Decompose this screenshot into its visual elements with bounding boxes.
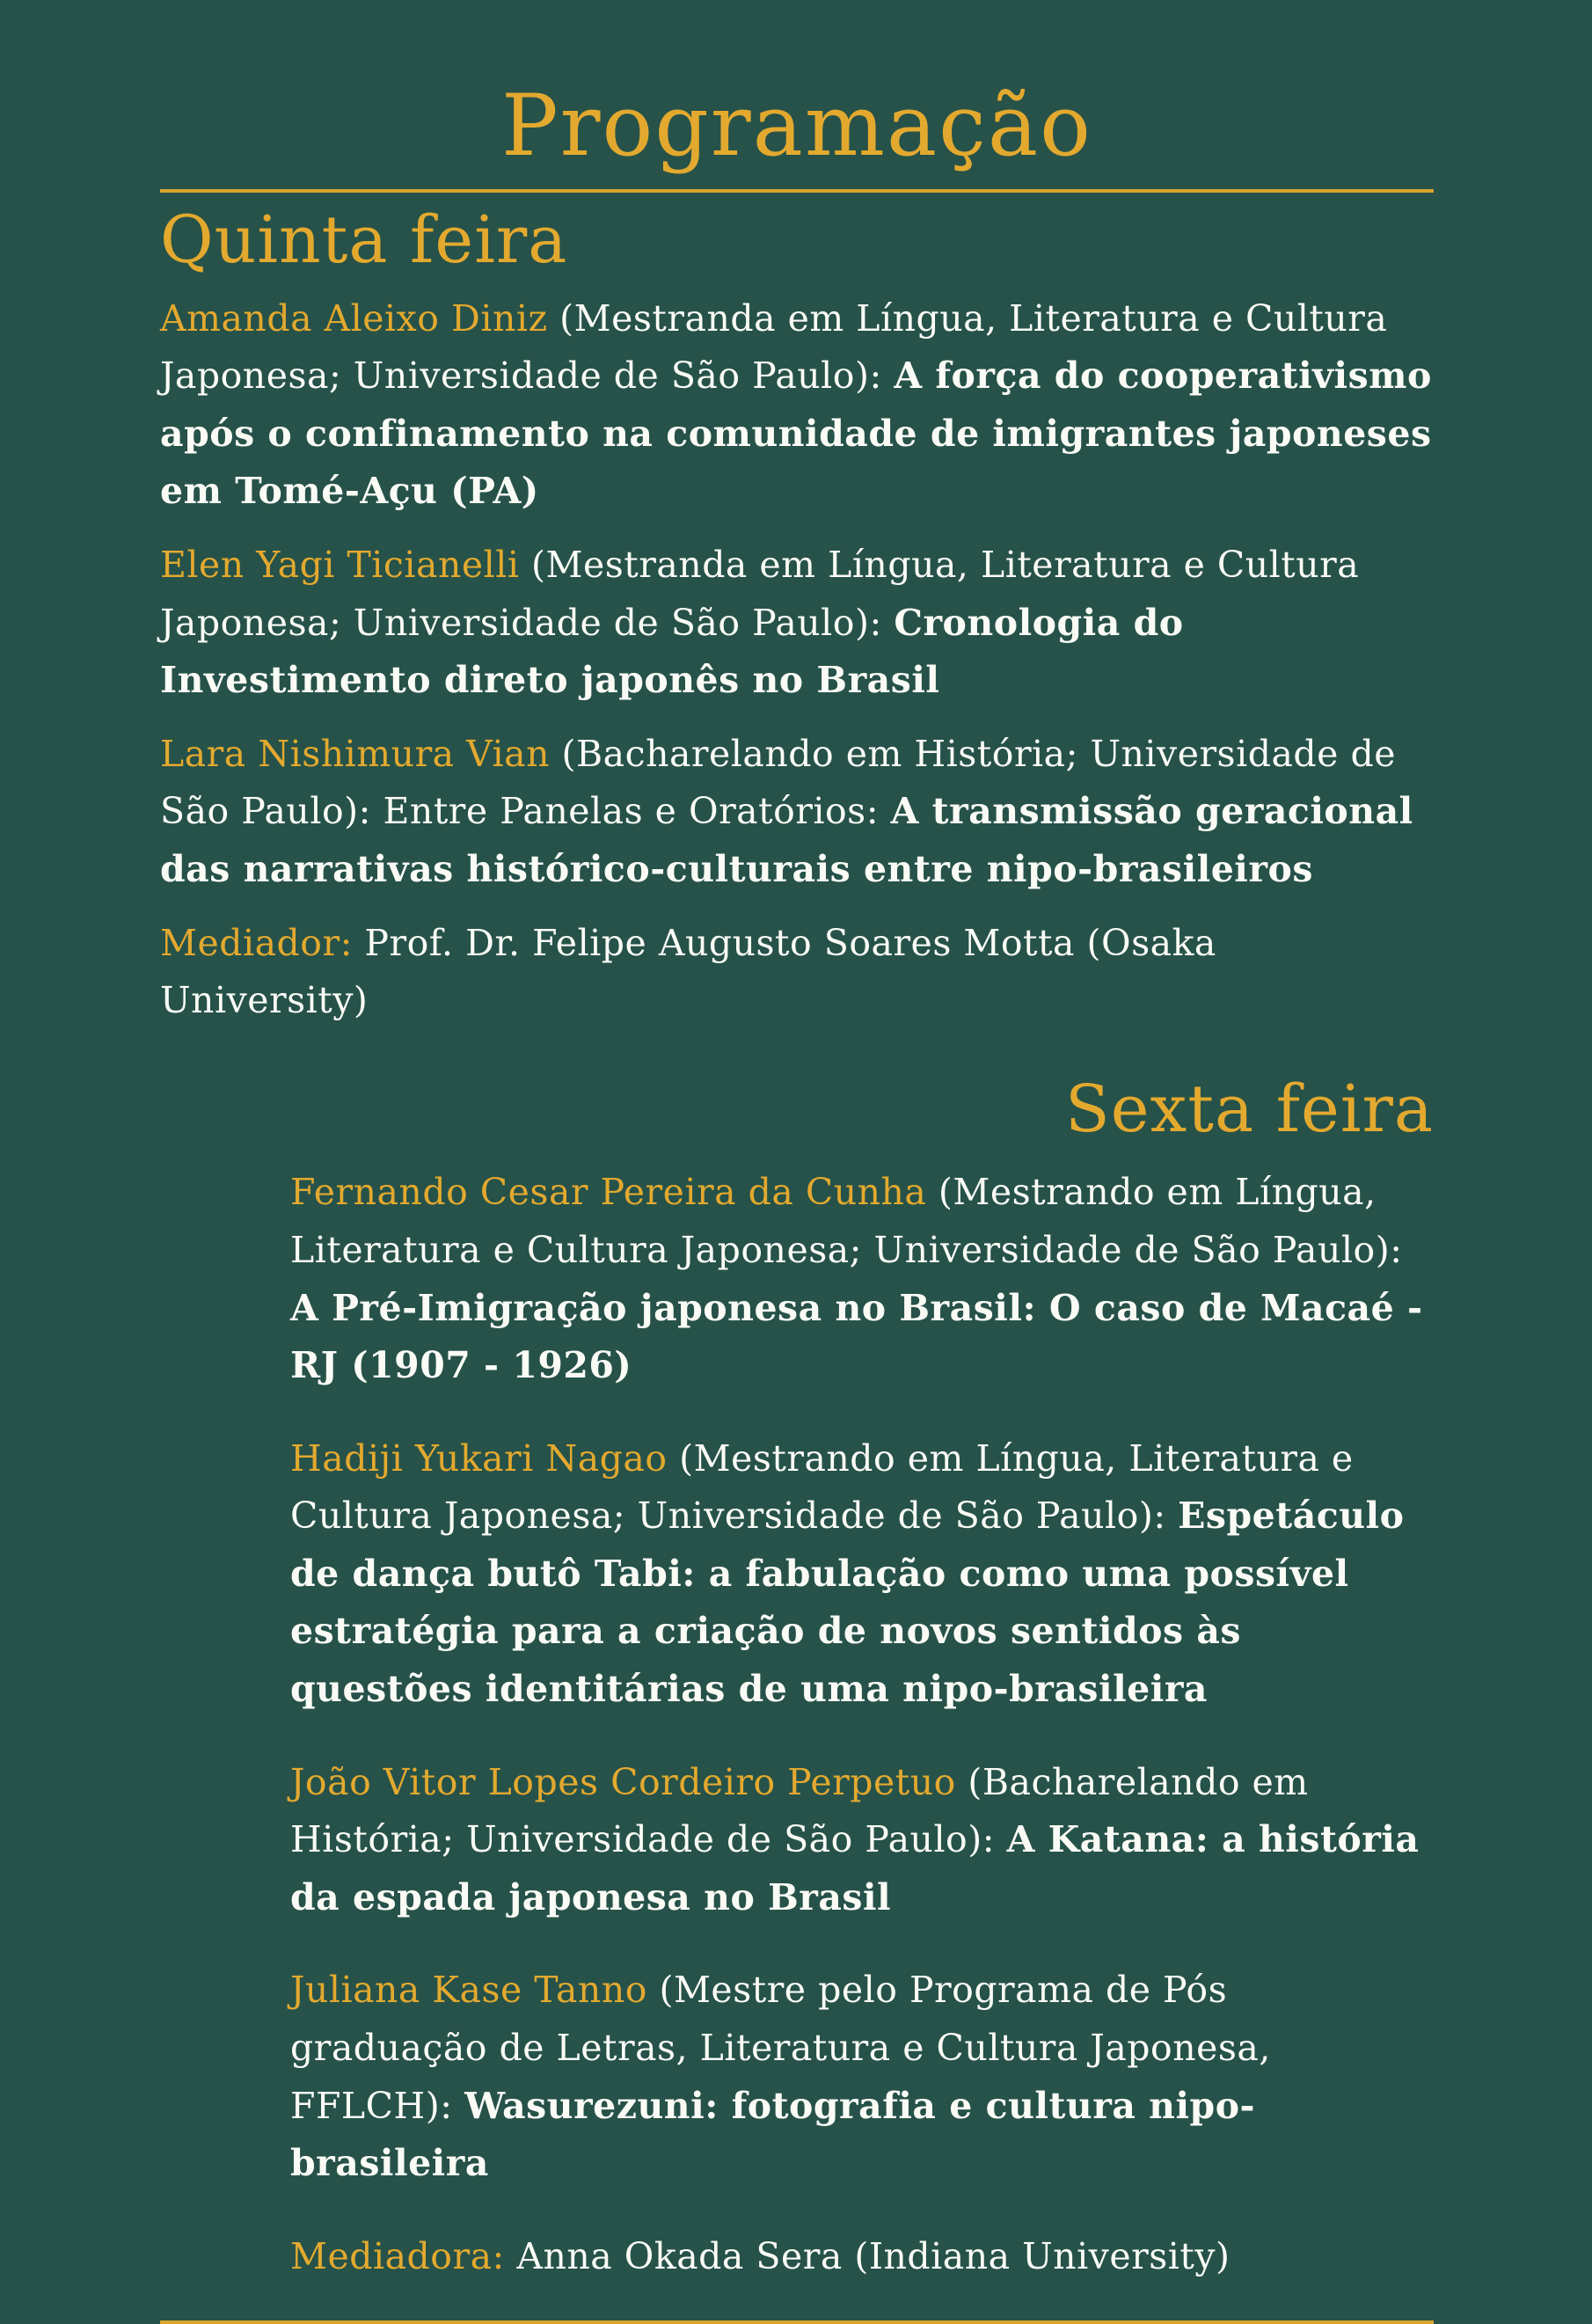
talk-affiliation: Anna Okada Sera (Indiana University) [504,2234,1231,2277]
talk-entry [290,1754,1434,1927]
day-heading-friday: Sexta feira [1065,1071,1434,1147]
speaker-name: Hadiji Yukari Nagao [290,1436,668,1480]
talk-title: A transmissão geracional das narrativas histórico-culturais entre nipo-brasileiros [160,790,1413,891]
talk-affiliation: (Mestrando em Língua, Literatura e Cultura Japonesa; Universidade de São Paulo): [290,1436,1354,1538]
talk-entry [290,1962,1434,2192]
mediator-label: Mediadora: [290,2234,505,2277]
speaker-name: Juliana Kase Tanno [290,1969,647,2012]
talk-affiliation: (Mestranda em Língua, Literatura e Cultura Japonesa; Universidade de São Paulo): [160,296,1388,398]
mediator-label: Mediador: [160,921,353,964]
speaker-name: Lara Nishimura Vian [160,732,551,775]
talk-entry [290,1430,1434,1719]
speaker-name: Fernando Cesar Pereira da Cunha [290,1171,927,1214]
talk-affiliation: (Mestrando em Língua, Literatura e Cultura Japonesa; Universidade de São Paulo): [290,1171,1403,1271]
talk-entry [290,1164,1434,1394]
talk-title: A força do cooperativismo após o confinamento na comunidade de imigrantes japoneses em Tomé-Açu (PA) [160,354,1432,513]
speaker-name: João Vitor Lopes Cordeiro Perpetuo [290,1760,956,1803]
speaker-name: Elen Yagi Ticianelli [160,544,520,587]
talk-title: A Pré-Imigração japonesa no Brasil: O caso de Macaé - RJ (1907 - 1926) [290,1286,1423,1387]
bottom-divider [160,2320,1434,2324]
mediator-line [290,2228,1434,2286]
session-friday-entries [160,1164,1434,2285]
talk-affiliation: (Bacharelando em História; Universidade de São Paulo): [290,1760,1309,1861]
session-thursday-entries [160,290,1434,1030]
mediator-line [160,915,1434,1030]
top-divider [160,189,1434,193]
talk-title: Wasurezuni: fotografia e cultura nipo-brasileira [290,2084,1256,2185]
talk-affiliation: (Bacharelando em História; Universidade de São Paulo): Entre Panelas e Oratórios: [160,732,1396,833]
speaker-name: Amanda Aleixo Diniz [160,296,548,340]
talk-affiliation: (Mestranda em Língua, Literatura e Cultura Japonesa; Universidade de São Paulo): [160,544,1360,644]
talk-entry [160,290,1434,521]
talk-entry [160,726,1434,899]
talk-affiliation: (Mestre pelo Programa de Pós graduação de Letras, Literatura e Cultura Japonesa, FFLCH): [290,1969,1271,2127]
talk-title: Cronologia do Investimento direto japonês no Brasil [160,601,1184,702]
talk-entry [160,537,1434,710]
talk-title: A Katana: a história da espada japonesa no Brasil [290,1818,1420,1918]
page-title: Programação [501,77,1092,175]
talk-title: Espetáculo de dança butô Tabi: a fabulação como uma possível estratégia para a criação de novos sentidos às questões identitárias de uma nipo-brasileira [290,1495,1405,1711]
session-thursday [160,200,1434,1030]
talk-affiliation: Prof. Dr. Felipe Augusto Soares Motta (Osaka University) [160,921,1216,1022]
session-friday [160,1069,1434,2286]
day-heading-thursday: Quinta feira [160,202,568,279]
